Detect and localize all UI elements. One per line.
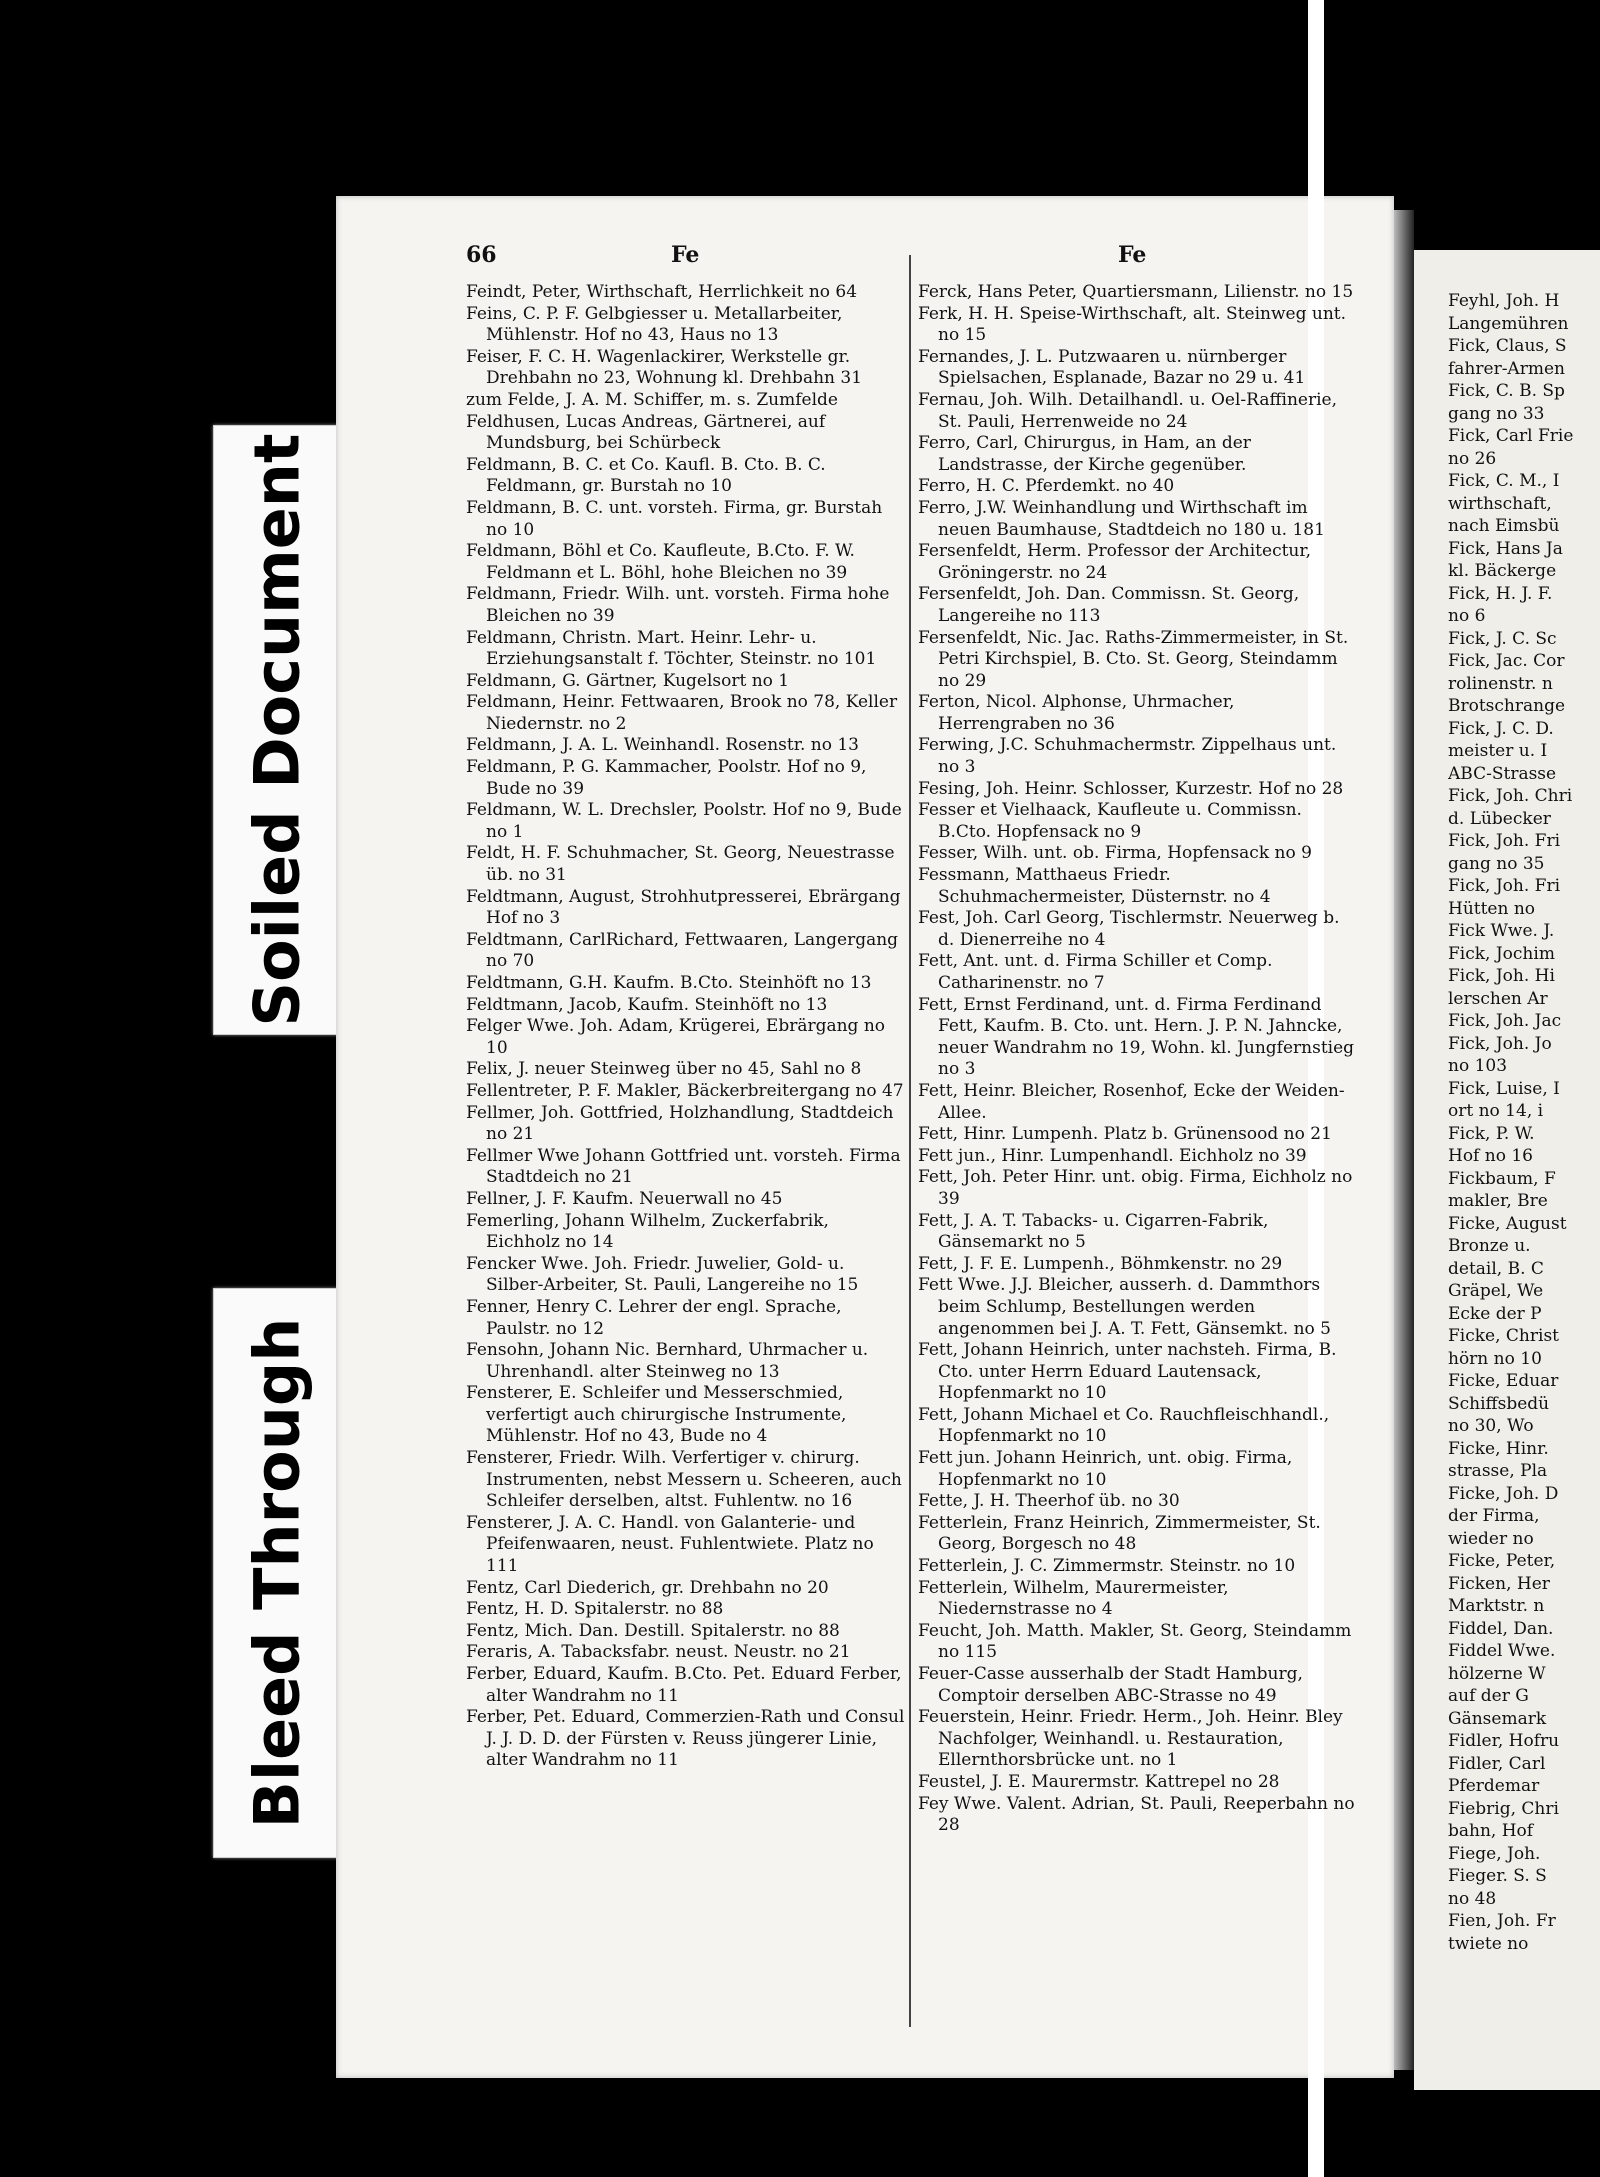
adjacent-page-line: d. Lübecker (1448, 808, 1551, 829)
directory-entry: Feldtmann, G.H. Kaufm. B.Cto. Steinhöft no 13 (466, 973, 872, 993)
adjacent-page-line: Ficke, Christ (1448, 1326, 1559, 1346)
directory-entry: Ferro, J.W. Weinhandlung und Wirthschaft im neuen Baumhause, Stadtdeich no 180 u. 181 (918, 497, 1325, 540)
adjacent-page-line: no 6 (1448, 606, 1486, 626)
adjacent-page-line: auf der G (1448, 1686, 1529, 1706)
adjacent-page-line: Ficke, Hinr. (1448, 1438, 1549, 1459)
adjacent-page-line: makler, Bre (1448, 1191, 1548, 1211)
adjacent-page-line: rolinenstr. n (1448, 673, 1553, 694)
adjacent-page-line: ort no 14, i (1448, 1101, 1544, 1121)
adjacent-page-line: Fick, Joh. Fri (1448, 876, 1561, 896)
directory-entry: zum Felde, J. A. M. Schiffer, m. s. Zumfelde (466, 389, 838, 410)
adjacent-page-line: Fick, H. J. F. (1448, 583, 1553, 604)
left-running-head: Fe (671, 242, 700, 268)
adjacent-page-line: Fiddel, Dan. (1448, 1618, 1554, 1639)
adjacent-page-line: Fick, C. B. Sp (1448, 381, 1565, 401)
directory-entry: Feins, C. P. F. Gelbgiesser u. Metallarbeiter, Mühlenstr. Hof no 43, Haus no 13 (466, 303, 843, 346)
directory-entry: Ferton, Nicol. Alphonse, Uhrmacher, Herrengraben no 36 (918, 692, 1235, 734)
adjacent-page-line: no 26 (1448, 448, 1497, 469)
adjacent-page-line: Fick, P. W. (1448, 1123, 1535, 1144)
directory-entry: Femerling, Johann Wilhelm, Zuckerfabrik, Eichholz no 14 (466, 1210, 829, 1253)
right-column (918, 282, 1358, 1837)
directory-entry: Feuerstein, Heinr. Friedr. Herm., Joh. Heinr. Bley Nachfolger, Weinhandl. u. Restauration, Ellernthorsbrücke unt. no 1 (918, 1707, 1343, 1771)
adjacent-page-column (1448, 290, 1598, 1955)
directory-entry: Fest, Joh. Carl Georg, Tischlermstr. Neuerweg b. d. Dienerreihe no 4 (918, 908, 1340, 950)
directory-entry: Fentz, Mich. Dan. Destill. Spitalerstr. no 88 (466, 1620, 840, 1641)
directory-entry: Ferwing, J.C. Schuhmachermstr. Zippelhaus unt. no 3 (918, 735, 1337, 778)
adjacent-page-line: detail, B. C (1448, 1258, 1544, 1279)
directory-entry: Feldmann, B. C. et Co. Kaufl. B. Cto. B. C. Feldmann, gr. Burstah no 10 (466, 454, 826, 497)
directory-entry: Fellmer Wwe Johann Gottfried unt. vorsteh. Firma Stadtdeich no 21 (466, 1145, 901, 1188)
adjacent-page-line: wirthschaft, (1448, 493, 1552, 514)
adjacent-page-line: Fick, Joh. Hi (1448, 966, 1555, 986)
adjacent-page-line: Fiebrig, Chri (1448, 1798, 1559, 1819)
adjacent-page-line: Fidler, Carl (1448, 1753, 1546, 1774)
directory-entry: Fellmer, Joh. Gottfried, Holzhandlung, Stadtdeich no 21 (466, 1102, 894, 1145)
adjacent-page-line: Gräpel, We (1448, 1281, 1544, 1301)
directory-entry: Feldmann, G. Gärtner, Kugelsort no 1 (466, 670, 790, 691)
directory-entry: Fey Wwe. Valent. Adrian, St. Pauli, Reeperbahn no 28 (918, 1793, 1355, 1836)
directory-entry: Fett, Hinr. Lumpenh. Platz b. Grünensood no 21 (918, 1124, 1332, 1145)
adjacent-page-line: Pferdemar (1448, 1776, 1540, 1796)
adjacent-page-line: no 30, Wo (1448, 1416, 1534, 1436)
directory-entry: Felix, J. neuer Steinweg über no 45, Sahl no 8 (466, 1059, 862, 1080)
adjacent-page-line: bahn, Hof (1448, 1821, 1534, 1841)
directory-entry: Ferk, H. H. Speise-Wirthschaft, alt. Steinweg unt. no 15 (918, 303, 1346, 346)
directory-entry: Fersenfeldt, Herm. Professor der Architectur, Gröningerstr. no 24 (918, 541, 1312, 583)
adjacent-page-line: gang no 33 (1448, 403, 1545, 424)
adjacent-page-line: meister u. I (1448, 741, 1548, 761)
directory-entry: Fett Wwe. J.J. Bleicher, ausserh. d. Dammthors beim Schlump, Bestellungen werden angenommen bei J. A. T. Fett, Gänsemkt. no 5 (918, 1275, 1331, 1339)
directory-entry: Fett jun. Johann Heinrich, unt. obig. Firma, Hopfenmarkt no 10 (918, 1448, 1293, 1490)
adjacent-page-line: Fick, Jochim (1448, 943, 1555, 964)
directory-entry: Feldmann, J. A. L. Weinhandl. Rosenstr. no 13 (466, 735, 859, 756)
directory-entry: Feldmann, Christn. Mart. Heinr. Lehr- u. Erziehungsanstalt f. Töchter, Steinstr. no 101 (466, 627, 877, 670)
adjacent-page-line: Fien, Joh. Fr (1448, 1911, 1556, 1931)
adjacent-page-line: Hof no 16 (1448, 1146, 1533, 1166)
directory-entry: Ferber, Pet. Eduard, Commerzien-Rath und Consul J. J. D. D. der Fürsten v. Reuss jüngerer Linie, alter Wandrahm no 11 (466, 1707, 905, 1771)
directory-entry: Feucht, Joh. Matth. Makler, St. Georg, Steindamm no 115 (918, 1620, 1352, 1663)
adjacent-page-line: Ecke der P (1448, 1303, 1542, 1324)
adjacent-page-line: Fieger. S. S (1448, 1866, 1547, 1886)
adjacent-page-line: Fick, Jac. Cor (1448, 651, 1565, 671)
adjacent-page-line: Fick, Luise, I (1448, 1078, 1560, 1099)
adjacent-page-line: no 103 (1448, 1056, 1508, 1076)
directory-entry: Fett, Ant. unt. d. Firma Schiller et Comp. Catharinenstr. no 7 (918, 951, 1273, 993)
adjacent-page-line: Bronze u. (1448, 1236, 1531, 1256)
page-number: 66 (466, 242, 497, 268)
adjacent-page-line: Fick, Joh. Jac (1448, 1011, 1562, 1031)
adjacent-page-line: Fidler, Hofru (1448, 1731, 1560, 1751)
adjacent-page-line: Fick, C. M., I (1448, 471, 1560, 491)
soiled-document-tab (213, 425, 340, 1035)
directory-entry: Fesing, Joh. Heinr. Schlosser, Kurzestr. Hof no 28 (918, 778, 1344, 799)
adjacent-page-line: wieder no (1448, 1528, 1534, 1549)
adjacent-page-line: Gänsemark (1448, 1708, 1547, 1729)
adjacent-page-line: Marktstr. n (1448, 1596, 1545, 1616)
directory-entry: Feldmann, P. G. Kammacher, Poolstr. Hof no 9, Bude no 39 (466, 757, 867, 799)
directory-entry: Feldtmann, August, Strohhutpresserei, Ebrärgang Hof no 3 (466, 886, 901, 929)
directory-entry: Fett, Ernst Ferdinand, unt. d. Firma Ferdinand Fett, Kaufm. B. Cto. unt. Hern. J. P. N. Jahncke, neuer Wandrahm no 19, Wohn. kl. Jungfernstieg no 3 (918, 994, 1355, 1080)
adjacent-page-line: Ficke, August (1448, 1213, 1567, 1234)
directory-entry: Fentz, H. D. Spitalerstr. no 88 (466, 1599, 724, 1620)
directory-entry: Fett, J. A. T. Tabacks- u. Cigarren-Fabrik, Gänsemarkt no 5 (918, 1210, 1269, 1253)
directory-entry: Fensohn, Johann Nic. Bernhard, Uhrmacher u. Uhrenhandl. alter Steinweg no 13 (466, 1340, 869, 1382)
directory-entry: Fesser et Vielhaack, Kaufleute u. Commissn. B.Cto. Hopfensack no 9 (918, 800, 1302, 842)
directory-entry: Feldmann, Böhl et Co. Kaufleute, B.Cto. F. W. Feldmann et L. Böhl, hohe Bleichen no 39 (466, 541, 855, 583)
adjacent-page-line: Fick, Joh. Jo (1448, 1033, 1552, 1054)
directory-entry: Fellentreter, P. F. Makler, Bäckerbreitergang no 47 (466, 1080, 904, 1101)
directory-entry: Fensterer, E. Schleifer und Messerschmied, verfertigt auch chirurgische Instrumente, Mühlenstr. Hof no 43, Bude no 4 (466, 1383, 847, 1447)
adjacent-page-line: Fick, Hans Ja (1448, 538, 1563, 559)
column-divider (909, 255, 911, 2027)
directory-entry: Feldt, H. F. Schuhmacher, St. Georg, Neuestrasse üb. no 31 (466, 843, 895, 886)
directory-entry: Fesser, Wilh. unt. ob. Firma, Hopfensack no 9 (918, 843, 1312, 864)
directory-entry: Fett, Johann Michael et Co. Rauchfleischhandl., Hopfenmarkt no 10 (918, 1404, 1330, 1447)
directory-entry: Feuer-Casse ausserhalb der Stadt Hamburg, Comptoir derselben ABC-Strasse no 49 (918, 1664, 1303, 1706)
adjacent-page-line: Fick, Joh. Fri (1448, 831, 1561, 851)
directory-entry: Fessmann, Matthaeus Friedr. Schuhmachermeister, Düsternstr. no 4 (918, 865, 1271, 907)
directory-entry: Fellner, J. F. Kaufm. Neuerwall no 45 (466, 1188, 783, 1209)
adjacent-page-line: gang no 35 (1448, 853, 1545, 874)
page-gutter (1394, 210, 1414, 2070)
directory-entry: Feindt, Peter, Wirthschaft, Herrlichkeit no 64 (466, 282, 858, 302)
adjacent-page-line: Fick, Carl Frie (1448, 426, 1574, 446)
adjacent-page-line: Fick, J. C. D. (1448, 718, 1554, 739)
adjacent-page-line: Fiddel Wwe. (1448, 1641, 1556, 1661)
adjacent-page-line: Fick, Claus, S (1448, 336, 1567, 356)
directory-entry: Ferro, H. C. Pferdemkt. no 40 (918, 476, 1175, 497)
directory-entry: Fersenfeldt, Nic. Jac. Raths-Zimmermeister, in St. Petri Kirchspiel, B. Cto. St. Georg, Steindamm no 29 (918, 627, 1349, 691)
right-running-head: Fe (1118, 242, 1147, 268)
directory-entry: Fett, J. F. E. Lumpenh., Böhmkenstr. no 29 (918, 1253, 1283, 1274)
bleed-through-tab (213, 1288, 340, 1858)
left-column (466, 282, 906, 1772)
directory-entry: Ferber, Eduard, Kaufm. B.Cto. Pet. Eduard Ferber, alter Wandrahm no 11 (466, 1664, 902, 1706)
adjacent-page-line: twiete no (1448, 1933, 1529, 1954)
directory-entry: Fett, Joh. Peter Hinr. unt. obig. Firma, Eichholz no 39 (918, 1167, 1353, 1209)
adjacent-page-line: lerschen Ar (1448, 988, 1548, 1009)
directory-entry: Fentz, Carl Diederich, gr. Drehbahn no 20 (466, 1577, 829, 1598)
directory-entry: Feldhusen, Lucas Andreas, Gärtnerei, auf Mundsburg, bei Schürbeck (466, 411, 826, 454)
directory-entry: Fette, J. H. Theerhof üb. no 30 (918, 1491, 1180, 1512)
adjacent-page-line: strasse, Pla (1448, 1461, 1548, 1481)
adjacent-page-line: Fickbaum, F (1448, 1168, 1556, 1189)
directory-entry: Feldmann, Heinr. Fettwaaren, Brook no 78, Keller Niedernstr. no 2 (466, 692, 898, 734)
soiled-document-label: Soiled Document (240, 433, 313, 1027)
directory-entry: Feldtmann, CarlRichard, Fettwaaren, Langergang no 70 (466, 929, 899, 972)
directory-entry: Feustel, J. E. Maurermstr. Kattrepel no 28 (918, 1771, 1280, 1792)
adjacent-page-line: Schiffsbedü (1448, 1393, 1550, 1414)
adjacent-page-line: der Firma, (1448, 1506, 1540, 1526)
adjacent-page-line: Fick, Joh. Chri (1448, 786, 1573, 806)
directory-entry: Fernau, Joh. Wilh. Detailhandl. u. Oel-Raffinerie, St. Pauli, Herrenweide no 24 (918, 389, 1338, 432)
adjacent-page-line: no 48 (1448, 1888, 1497, 1909)
directory-entry: Fett jun., Hinr. Lumpenhandl. Eichholz no 39 (918, 1145, 1307, 1166)
adjacent-page-line: Feyhl, Joh. H (1448, 291, 1560, 311)
adjacent-page-line: hölzerne W (1448, 1663, 1546, 1684)
adjacent-page-line: Fick Wwe. J. (1448, 921, 1555, 941)
directory-entry: Fett, Heinr. Bleicher, Rosenhof, Ecke der Weiden-Allee. (918, 1080, 1345, 1123)
directory-entry: Fetterlein, Franz Heinrich, Zimmermeister, St. Georg, Borgesch no 48 (918, 1512, 1321, 1555)
adjacent-page-line: ABC-Strasse (1448, 763, 1557, 784)
adjacent-page-line: Ficken, Her (1448, 1573, 1550, 1594)
directory-entry: Fetterlein, J. C. Zimmermstr. Steinstr. no 10 (918, 1556, 1296, 1577)
adjacent-page-line: fahrer-Armen (1448, 358, 1565, 379)
adjacent-page-line: Ficke, Joh. D (1448, 1483, 1559, 1504)
directory-entry: Ferro, Carl, Chirurgus, in Ham, an der Landstrasse, der Kirche gegenüber. (918, 433, 1251, 475)
directory-entry: Fencker Wwe. Joh. Friedr. Juwelier, Gold- u. Silber-Arbeiter, St. Pauli, Langereihe no 15 (466, 1253, 859, 1296)
directory-entry: Ferck, Hans Peter, Quartiersmann, Lilienstr. no 15 (918, 282, 1354, 302)
adjacent-page-line: Ficke, Peter, (1448, 1551, 1556, 1571)
adjacent-page-line: Hütten no (1448, 898, 1536, 919)
directory-entry: Feldmann, B. C. unt. vorsteh. Firma, gr. Burstah no 10 (466, 497, 883, 540)
adjacent-page-line: Fiege, Joh. (1448, 1843, 1541, 1864)
adjacent-page-line: Langemühren (1448, 313, 1569, 334)
directory-entry: Fernandes, J. L. Putzwaaren u. nürnberger Spielsachen, Esplanade, Bazar no 29 u. 41 (918, 346, 1306, 389)
directory-entry: Fenner, Henry C. Lehrer der engl. Sprache, Paulstr. no 12 (466, 1296, 842, 1339)
adjacent-page-line: Fick, J. C. Sc (1448, 628, 1557, 649)
adjacent-page-line: hörn no 10 (1448, 1348, 1542, 1369)
bleed-through-label: Bleed Through (240, 1317, 313, 1829)
directory-entry: Feldmann, Friedr. Wilh. unt. vorsteh. Firma hohe Bleichen no 39 (466, 584, 890, 626)
directory-entry: Fett, Johann Heinrich, unter nachsteh. Firma, B. Cto. unter Herrn Eduard Lautensack, Hopfenmarkt no 10 (918, 1340, 1337, 1404)
adjacent-page-line: nach Eimsbü (1448, 516, 1560, 536)
directory-entry: Feiser, F. C. H. Wagenlackirer, Werkstelle gr. Drehbahn no 23, Wohnung kl. Drehbahn 31 (466, 346, 863, 389)
adjacent-page-line: Brotschrange (1448, 696, 1566, 716)
directory-entry: Feldmann, W. L. Drechsler, Poolstr. Hof no 9, Bude no 1 (466, 800, 902, 842)
directory-entry: Fensterer, J. A. C. Handl. von Galanterie- und Pfeifenwaaren, neust. Fuhlentwiete. Platz no 111 (466, 1512, 874, 1577)
directory-entry: Fensterer, Friedr. Wilh. Verfertiger v. chirurg. Instrumenten, nebst Messern u. Scheeren, auch Schleifer derselben, altst. Fuhlentw. no 16 (466, 1448, 902, 1512)
directory-entry: Felger Wwe. Joh. Adam, Krügerei, Ebrärgang no 10 (466, 1016, 886, 1058)
adjacent-page-line: kl. Bäckerge (1448, 561, 1557, 581)
adjacent-page-line: Ficke, Eduar (1448, 1371, 1559, 1391)
directory-entry: Feraris, A. Tabacksfabr. neust. Neustr. no 21 (466, 1642, 851, 1663)
directory-entry: Feldtmann, Jacob, Kaufm. Steinhöft no 13 (466, 994, 828, 1015)
directory-entry: Fersenfeldt, Joh. Dan. Commissn. St. Georg, Langereihe no 113 (918, 584, 1300, 626)
directory-entry: Fetterlein, Wilhelm, Maurermeister, Niedernstrasse no 4 (918, 1577, 1229, 1620)
